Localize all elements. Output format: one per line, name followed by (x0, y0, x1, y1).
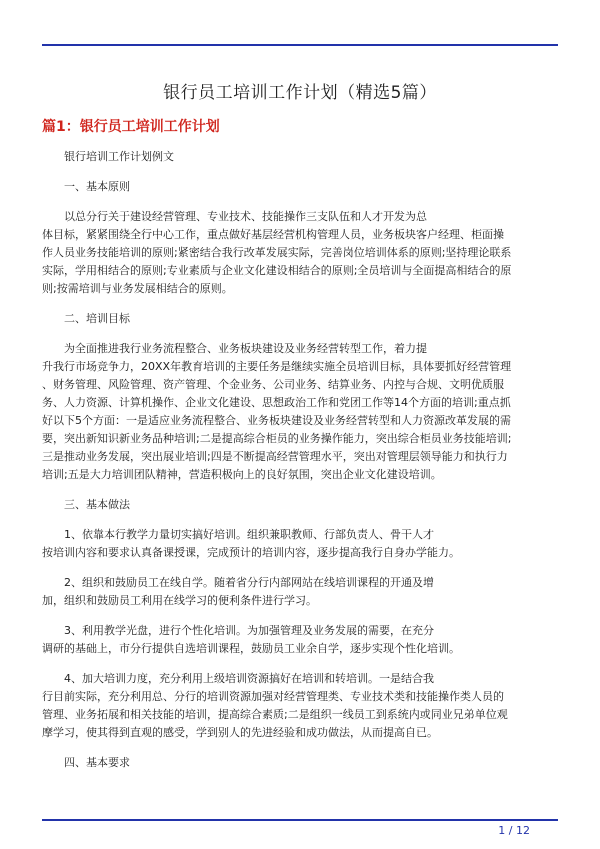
paragraph-line: 摩学习，使其得到直观的感受，学到别人的先进经验和成功做法，从而提高自已。 (42, 726, 438, 739)
paragraph-line: 务、人力资源、计算机操作、企业文化建设、思想政治工作和党团工作等14个方面的培训;重点抓 (42, 396, 511, 409)
paragraph-line: 1、依靠本行教学力量切实搞好培训。组织兼职教师、行部负责人、骨干人才 (64, 528, 434, 541)
heading-basic-practices-block (42, 496, 558, 514)
paragraph-line: 2、组织和鼓励员工在线自学。随着省分行内部网站在线培训课程的开通及增 (64, 576, 434, 589)
paragraph-line: 、财务管理、风险管理、资产管理、个金业务、公司业务、结算业务、内控与合规、文明优质服 (42, 378, 504, 391)
paragraph-line: 作人员业务技能培训的原则;紧密结合我行改革发展实际，完善岗位培训体系的原则;坚持理论联系 (42, 246, 512, 259)
section-title: 篇1：银行员工培训工作计划 (42, 119, 220, 135)
heading-basic-requirements: 四、基本要求 (64, 756, 130, 769)
paragraph-line: 要，突出新知识新业务品种培训;二是提高综合柜员的业务操作能力，突出综合柜员业务技能培训; (42, 432, 512, 445)
paragraph-line: 3、利用教学光盘，进行个性化培训。为加强管理及业务发展的需要，在充分 (64, 624, 434, 637)
heading-training-goals-block (42, 310, 558, 328)
paragraph-line: 管理、业务拓展和相关技能的培训，提高综合素质;二是组织一线员工到系统内或同业兄弟单位观 (42, 708, 508, 721)
paragraph-line: 4、加大培训力度，充分利用上级培训资源搞好在培训和转培训。一是结合我 (64, 672, 434, 685)
heading-basic-principles: 一、基本原则 (64, 180, 130, 193)
document-title: 银行员工培训工作计划（精选5篇） (163, 83, 437, 103)
paragraph-line: 三是推动业务发展，突出展业培训;四是不断提高经营管理水平，突出对管理层领导能力和执行力 (42, 450, 508, 463)
page-number: 1 / 12 (498, 824, 530, 837)
paragraph-line: 体目标，紧紧围绕全行中心工作，重点做好基层经营机构管理人员，业务板块客户经理、柜面操 (42, 228, 504, 241)
heading-basic-requirements-block (42, 754, 558, 772)
paragraph-practice-4 (42, 670, 558, 742)
paragraph-line: 则;按需培训与业务发展相结合的原则。 (42, 282, 233, 295)
example-title-block (42, 148, 558, 166)
paragraph-line: 培训;五是大力培训团队精神，营造积极向上的良好氛围，突出企业文化建设培训。 (42, 468, 442, 481)
paragraph-line: 为全面推进我行业务流程整合、业务板块建设及业务经营转型工作，着力提 (64, 342, 427, 355)
paragraph-line: 实际，学用相结合的原则;专业素质与企业文化建设相结合的原则;全员培训与全面提高相结合的原 (42, 264, 512, 277)
paragraph-line: 按培训内容和要求认真备课授课，完成预计的培训内容，逐步提高我行自身办学能力。 (42, 546, 460, 559)
paragraph-line: 以总分行关于建设经营管理、专业技术、技能操作三支队伍和人才开发为总 (64, 210, 427, 223)
paragraph-line: 好以下5个方面：一是适应业务流程整合、业务板块建设及业务经营转型和人力资源改革发展的需 (42, 414, 511, 427)
heading-basic-principles-block (42, 178, 558, 196)
heading-training-goals: 二、培训目标 (64, 312, 130, 325)
bottom-rule (42, 819, 558, 821)
paragraph-practice-2 (42, 574, 558, 610)
paragraph-goals (42, 340, 558, 484)
paragraph-line: 加，组织和鼓励员工利用在线学习的便利条件进行学习。 (42, 594, 317, 607)
top-rule (42, 44, 558, 46)
paragraph-practice-1 (42, 526, 558, 562)
heading-basic-practices: 三、基本做法 (64, 498, 130, 511)
paragraph-line: 行目前实际，充分利用总、分行的培训资源加强对经营管理类、专业技术类和技能操作类人员的 (42, 690, 504, 703)
paragraph-practice-3 (42, 622, 558, 658)
paragraph-line: 升我行市场竞争力，20XX年教育培训的主要任务是继续实施全员培训目标，具体要抓好经营管理 (42, 360, 512, 373)
paragraph-principles (42, 208, 558, 298)
example-title: 银行培训工作计划例文 (64, 150, 174, 163)
paragraph-line: 调研的基础上，市分行提供自选培训课程，鼓励员工业余自学，逐步实现个性化培训。 (42, 642, 460, 655)
